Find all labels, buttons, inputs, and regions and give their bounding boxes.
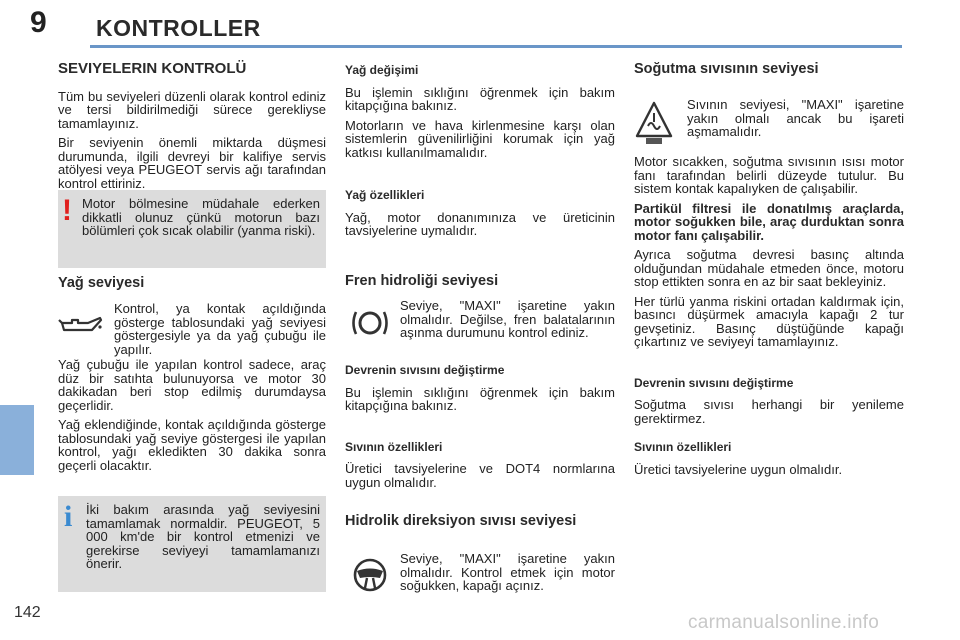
header-divider xyxy=(90,45,902,48)
oil-change-p2: Motorların ve hava kirlenmesine karşı olan sistemlerin güvenilirliğini korumak için yağ katkısı kullanılmamalıdır. xyxy=(345,117,615,160)
chapter-side-tab xyxy=(0,405,34,475)
oil-level-section xyxy=(58,277,326,291)
coolant-p3: Her türlü yanma riskini ortadan kaldırmak için, basıncı düşürmek amacıyla kapağı 2 tur gevşetiniz. Basınç düştüğünde kapağı çıkartınız ve seviyeyi tamamlayınız. xyxy=(634,293,904,349)
oil-level-body xyxy=(58,358,326,472)
coolant-drain-title: Devrenin sıvısını değiştirme xyxy=(634,375,794,390)
brake-drain-p: Bu işlemin sıklığını öğrenmek için bakım kitapçığına bakınız. xyxy=(345,384,615,413)
brake-fluid-title: Fren hidroliği seviyesi xyxy=(345,273,499,289)
levels-title: SEVIYELERIN KONTROLÜ xyxy=(58,60,247,77)
warning-text: Motor bölmesine müdahale ederken dikkatli olunuz çünkü motorun bazı bölümleri çok sıcak olabilir (yanma riski). xyxy=(82,196,320,238)
power-steering-icon-text: Seviye, "MAXI" işaretine yakın olmalıdır. Kontrol etmek için motor soğukken, kapağı açınız. xyxy=(400,551,615,593)
oil-change-title: Yağ değişimi xyxy=(345,63,419,77)
brake-fluid-icon xyxy=(350,306,390,340)
power-steering-title: Hidrolik direksiyon sıvısı seviyesi xyxy=(345,513,577,529)
watermark: carmanualsonline.info xyxy=(688,612,880,633)
oil-can-icon xyxy=(58,314,104,340)
coolant-p2: Ayrıca soğutma devresi basınç altında olduğundan müdahale etmeden önce, motoru stop ettikten sonra en az bir saat bekleyiniz. xyxy=(634,247,904,289)
oil-change-p1: Bu işlemin sıklığını öğrenmek için bakım kitapçığına bakınız. xyxy=(345,84,615,113)
info-icon: i xyxy=(64,500,73,533)
warning-icon: ! xyxy=(62,194,72,227)
brake-spec-title: Sıvının özellikleri xyxy=(345,439,443,454)
coolant-drain-p: Soğutma sıvısı herhangi bir yenileme gerektirmez. xyxy=(634,397,904,426)
coolant-body xyxy=(634,155,904,476)
warning-box xyxy=(58,190,326,268)
coolant-icon-text: Sıvının seviyesi, "MAXI" işaretine yakın olmalı ancak bu işareti aşmamalıdır. xyxy=(687,97,904,139)
coolant-bold-note: Partikül filtresi ile donatılmış araçlarda, motor soğukken bile, araç durduktan sonra motor fanı çalışabilir. xyxy=(634,200,904,243)
chapter-number: 9 xyxy=(30,6,47,39)
info-box xyxy=(58,496,326,592)
middle-column xyxy=(345,64,615,238)
brake-drain-title: Devrenin sıvısını değiştirme xyxy=(345,363,505,377)
coolant-section xyxy=(634,63,904,77)
oil-level-title: Yağ seviyesi xyxy=(58,275,145,291)
page-title: KONTROLLER xyxy=(96,15,261,41)
steering-section xyxy=(345,515,585,529)
levels-intro-2: Bir seviyenin önemli miktarda düşmesi durumunda, ilgili devreyi bir kalifiye servis atölyesi veya PEUGEOT servis ağı tarafından kontrol ettiriniz. xyxy=(58,135,326,191)
coolant-spec-p: Üretici tavsiyelerine uygun olmalıdır. xyxy=(634,461,843,477)
levels-intro-1: Tüm bu seviyeleri düzenli olarak kontrol ediniz ve tersi bildirilmediği sürece gerekliyse tamamlayınız. xyxy=(58,88,326,131)
coolant-hot-warning-icon xyxy=(634,100,674,146)
coolant-p1: Motor sıcakken, soğutma sıvısının ısısı motor fanı tarafından belirli düzeyde tutulur. Bu sistem kontak kapalıyken de çalışabilir. xyxy=(634,154,904,196)
brake-spec-p: Üretici tavsiyelerine ve DOT4 normlarına uygun olmalıdır. xyxy=(345,461,615,490)
oil-spec-title: Yağ özellikleri xyxy=(345,188,425,202)
steering-wheel-icon xyxy=(350,556,390,594)
brake-details xyxy=(345,364,615,489)
info-text: İki bakım arasında yağ seviyesini tamamlamak normaldir. PEUGEOT, 5 000 km'de bir kontrol etmenizi ve gerekirse seviyeyi tamamlamanızı önerir. xyxy=(86,502,320,571)
oil-level-p1: Yağ çubuğu ile yapılan kontrol sadece, araç düz bir satıhta bulunuyorsa ve motor 30 dakikadan beri stop edilmiş durumdaysa geçerlidir. xyxy=(58,357,326,413)
brake-fluid-icon-text: Seviye, "MAXI" işaretine yakın olmalıdır. Değilse, fren balatalarının aşınma durumunu kontrol ediniz. xyxy=(400,298,615,340)
oil-level-icon-text: Kontrol, ya kontak açıldığında gösterge tablosundaki yağ seviyesi göstergesiyle ya da yağ çubuğu ile yapılır. xyxy=(114,301,326,357)
left-column xyxy=(58,62,326,190)
coolant-title: Soğutma sıvısının seviyesi xyxy=(634,61,819,77)
oil-spec-p: Yağ, motor donanımınıza ve üreticinin tavsiyelerine uymalıdır. xyxy=(345,209,615,238)
coolant-spec-title: Sıvının özellikleri xyxy=(634,440,732,454)
brake-section xyxy=(345,275,615,289)
oil-level-p2: Yağ eklendiğinde, kontak açıldığında gösterge tablosundaki yağ seviye göstergesi ile yapılan kontrol, yağı ekledikten 30 dakika sonra geçerli olacaktır. xyxy=(58,417,326,473)
page-number: 142 xyxy=(14,604,41,621)
